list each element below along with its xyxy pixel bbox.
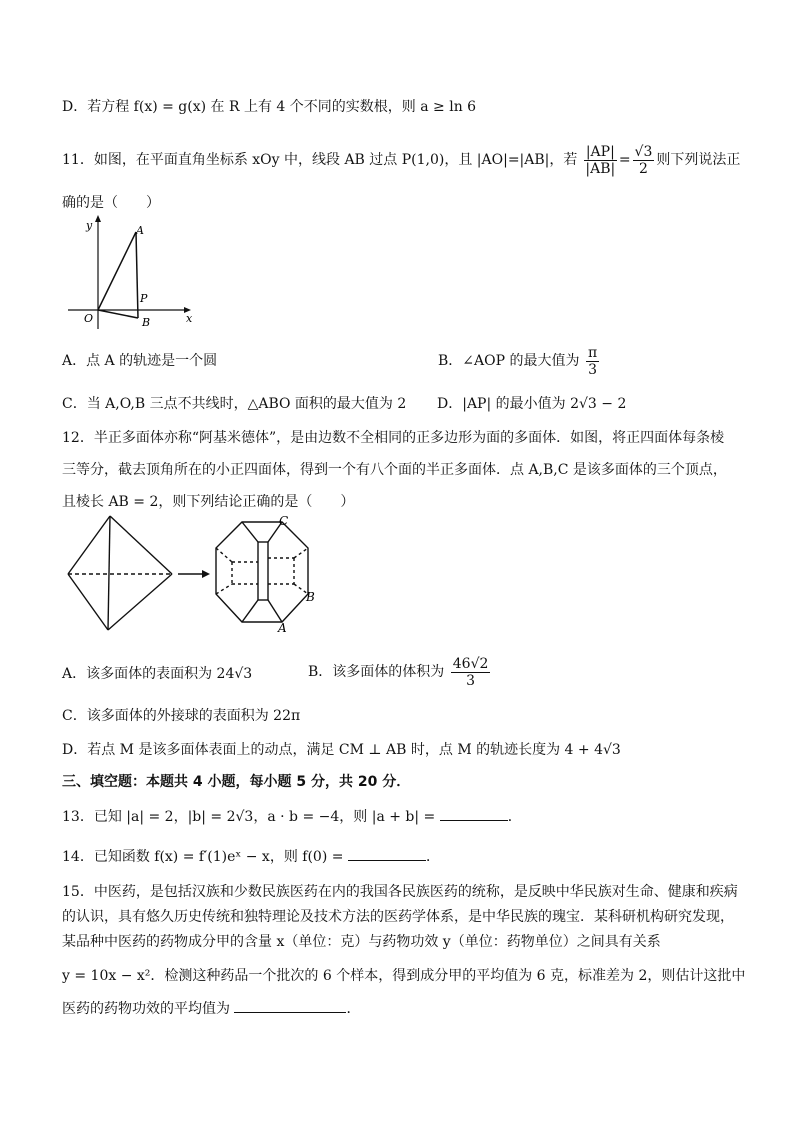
q12-stem-line3: 且棱长 AB = 2，则下列结论正确的是（ ）: [62, 494, 355, 510]
label-x: x: [186, 312, 193, 325]
q12-option-a: A．该多面体的表面积为 24√3: [62, 666, 253, 682]
tetrahedron: [68, 516, 172, 630]
q13-line: [62, 806, 522, 827]
q12-option-b-numerator: 46√2: [452, 655, 489, 672]
q14-answer-blank[interactable]: [348, 846, 426, 861]
q11-stem-line2: 确的是（ ）: [62, 195, 160, 211]
q11-option-a: A．点 A 的轨迹是一个圆: [62, 353, 218, 369]
q14-text: 14．已知函数 f(x) = f′(1)eˣ − x，则 f(0) =: [62, 849, 344, 865]
q11-equals: =: [618, 152, 631, 168]
label-A: A: [136, 224, 144, 237]
q11-coordinate-figure: [66, 214, 196, 330]
q12-polyhedron-figure: [62, 512, 324, 636]
transform-arrow-head: [202, 570, 210, 578]
q15-line3: 某品种中医药的药物成分甲的含量 x（单位：克）与药物功效 y（单位：药物单位）之间具有关系: [62, 934, 661, 950]
q11-option-b-denominator: 3: [588, 361, 597, 378]
q12-option-b-text: B．该多面体的体积为: [308, 664, 445, 680]
y-axis-arrow: [95, 215, 101, 222]
label-A: A: [278, 621, 287, 635]
q12-option-d: D．若点 M 是该多面体表面上的动点，满足 CM ⊥ AB 时，点 M 的轨迹长度为 4 + 4√3: [62, 742, 621, 758]
segment-OA: [98, 232, 136, 310]
q11-ratio-numerator: |AP|: [585, 143, 615, 160]
q11-ratio-fraction: [584, 144, 617, 177]
q11-option-d: D．|AP| 的最小值为 2√3 − 2: [437, 396, 627, 412]
segment-OB: [98, 310, 138, 318]
q11-value-fraction: [633, 144, 655, 177]
q11-stem: [62, 140, 740, 180]
q15-line5: [62, 998, 360, 1019]
q12-stem-line1: 12．半正多面体亦称“阿基米德体”，是由边数不全相同的正多边形为面的多面体．如图，将正四面体每条棱: [62, 430, 725, 446]
q15-line2: 的认识，具有悠久历史传统和独特理论及技术方法的医药学体系，是中华民族的瑰宝．某科研机构研究发现，: [62, 909, 734, 925]
segment-AB: [136, 232, 138, 318]
q11-ratio-denominator: |AB|: [585, 160, 616, 177]
q11-option-b-text: B．∠AOP 的最大值为: [438, 353, 580, 369]
q14-end: ．: [425, 849, 440, 865]
q15-line4: y = 10x − x²．检测这种药品一个批次的 6 个样本，得到成分甲的平均值为 6 克，标准差为 2，则估计这批中: [62, 968, 746, 984]
label-O: O: [84, 312, 94, 325]
q13-answer-blank[interactable]: [440, 806, 508, 821]
label-B: B: [142, 316, 151, 329]
q15-end: ．: [346, 1001, 361, 1017]
truncated-tetrahedron: [216, 522, 308, 622]
q11-stem-part1: 11．如图，在平面直角坐标系 xOy 中，线段 AB 过点 P(1,0)，且 |AO|=|AB|，若: [62, 152, 578, 168]
q11-value-denominator: 2: [639, 160, 648, 177]
q11-option-b-fraction: [586, 345, 599, 378]
section-heading: 三、填空题：本题共 4 小题，每小题 5 分，共 20 分．: [62, 774, 411, 790]
q12-option-b-fraction: [451, 656, 491, 689]
q11-value-numerator: √3: [634, 143, 653, 160]
q11-stem-part2: 则下列说法正: [656, 152, 741, 168]
q15-line5-text: 医药的药物功效的平均值为: [62, 1001, 230, 1017]
q12-option-c: C．该多面体的外接球的表面积为 22π: [62, 708, 301, 724]
q12-option-b: [308, 652, 492, 692]
label-B: B: [306, 590, 315, 604]
q11-option-b-numerator: π: [587, 344, 598, 361]
q14-line: [62, 846, 440, 867]
label-P: P: [140, 292, 148, 305]
q12-option-b-denominator: 3: [466, 672, 476, 689]
q13-text: 13．已知 |a| = 2，|b| = 2√3，a · b = −4，则 |a + b| =: [62, 809, 436, 825]
q13-end: ．: [507, 809, 522, 825]
q11-option-b: [438, 342, 601, 380]
q15-answer-blank[interactable]: [234, 998, 346, 1013]
label-C: C: [279, 514, 289, 528]
q11-option-c: C．当 A,O,B 三点不共线时，△ABO 面积的最大值为 2: [62, 396, 407, 412]
label-y: y: [86, 219, 93, 232]
q10-option-d: D．若方程 f(x) = g(x) 在 R 上有 4 个不同的实数根，则 a ≥ ln 6: [62, 99, 477, 115]
q12-stem-line2: 三等分，截去顶角所在的小正四面体，得到一个有八个面的半正多面体．点 A,B,C 是该多面体的三个顶点，: [62, 462, 727, 478]
q15-line1: 15．中医药，是包括汉族和少数民族医药在内的我国各民族医药的统称，是反映中华民族对生命、健康和疾病: [62, 884, 738, 900]
